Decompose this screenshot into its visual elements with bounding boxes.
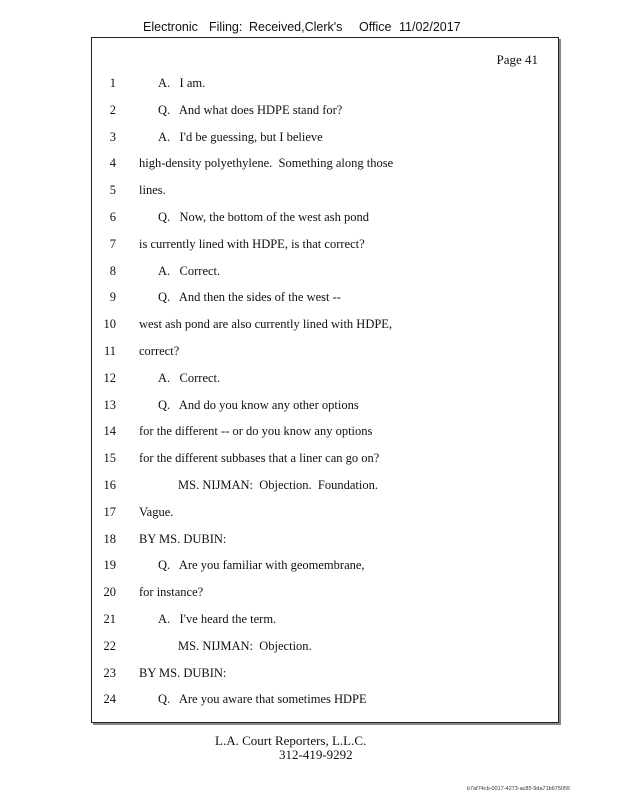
line-number: 9	[109, 290, 116, 305]
line-number: 17	[103, 504, 116, 519]
line-text: A. I'd be guessing, but I believe	[158, 129, 323, 144]
line-text: Q. Now, the bottom of the west ash pond	[158, 210, 369, 224]
line-number: 13	[103, 397, 116, 412]
transcript-line	[92, 532, 558, 550]
transcript-line	[92, 424, 558, 442]
line-text: MS. NIJMAN: Objection.	[178, 638, 312, 653]
line-number: 16	[103, 478, 116, 492]
line-text: for the different -- or do you know any options	[139, 424, 373, 439]
line-text: A. I've heard the term.	[158, 612, 277, 626]
line-number: 20	[103, 585, 116, 600]
line-number: 24	[103, 692, 116, 707]
line-number: 19	[103, 558, 116, 573]
transcript-line	[92, 505, 558, 523]
transcript-line	[92, 478, 558, 496]
transcript-line	[92, 398, 558, 416]
page-number: Page 41	[496, 52, 538, 67]
line-number: 12	[103, 370, 116, 385]
transcript-line	[92, 639, 558, 657]
line-number: 5	[109, 183, 116, 198]
filing-header-electronic: Electronic	[143, 20, 198, 34]
line-number: 8	[109, 263, 116, 278]
line-number: 22	[103, 638, 116, 653]
line-text: BY MS. DUBIN:	[139, 531, 227, 546]
line-text: Vague.	[139, 504, 174, 519]
line-text: for instance?	[139, 585, 204, 600]
transcript-line	[92, 585, 558, 603]
line-number: 4	[109, 156, 116, 171]
line-number: 18	[103, 531, 116, 546]
transcript-line	[92, 290, 558, 308]
line-number: 6	[109, 210, 116, 224]
line-number: 23	[103, 665, 116, 680]
footer-company: L.A. Court Reporters, L.L.C.	[215, 733, 367, 748]
transcript-line	[92, 264, 558, 282]
transcript-line	[92, 612, 558, 630]
line-text: west ash pond are also currently lined with HDPE,	[139, 317, 393, 332]
transcript-line	[92, 156, 558, 174]
transcript-line	[92, 183, 558, 201]
line-number: 2	[109, 102, 116, 117]
line-number: 7	[109, 236, 116, 251]
filing-header-date: 11/02/2017	[399, 20, 461, 34]
line-text: high-density polyethylene. Something along those	[139, 156, 394, 171]
line-number: 11	[103, 344, 116, 358]
line-text: A. Correct.	[158, 263, 221, 278]
line-text: Q. Are you aware that sometimes HDPE	[158, 692, 367, 707]
line-text: A. Correct.	[158, 370, 221, 385]
line-text: is currently lined with HDPE, is that correct?	[139, 236, 365, 251]
transcript-line	[92, 210, 558, 228]
transcript-line	[92, 371, 558, 389]
line-number: 3	[109, 129, 116, 144]
line-number: 21	[103, 612, 116, 626]
transcript-line	[92, 666, 558, 684]
transcript-line	[92, 692, 558, 710]
line-number: 1	[109, 76, 116, 90]
transcript-line	[92, 76, 558, 94]
transcript-line	[92, 237, 558, 255]
filing-header-filing: Filing:	[209, 20, 243, 34]
transcript-line	[92, 344, 558, 362]
line-text: lines.	[139, 183, 166, 198]
line-text: A. I am.	[158, 76, 206, 90]
line-number: 15	[103, 451, 116, 466]
transcript-page	[91, 37, 559, 723]
transcript-line	[92, 451, 558, 469]
transcript-line	[92, 317, 558, 335]
line-text: Q. Are you familiar with geomembrane,	[158, 558, 365, 573]
transcript-line	[92, 130, 558, 148]
line-text: MS. NIJMAN: Objection. Foundation.	[178, 478, 378, 492]
line-text: Q. And do you know any other options	[158, 397, 359, 412]
footer-phone: 312-419-9292	[279, 747, 353, 762]
line-text: Q. And then the sides of the west --	[158, 290, 341, 305]
document-hash: b7af74cb-0017-4273-ac85-9da71b675055	[467, 786, 571, 792]
filing-header-received: Received,Clerk's	[249, 20, 343, 34]
transcript-line	[92, 103, 558, 121]
line-number: 10	[103, 317, 116, 332]
line-number: 14	[103, 424, 116, 439]
filing-header-office: Office	[359, 20, 392, 34]
transcript-line	[92, 558, 558, 576]
line-text: Q. And what does HDPE stand for?	[158, 102, 343, 117]
line-text: BY MS. DUBIN:	[139, 665, 227, 680]
line-text: correct?	[139, 344, 180, 358]
line-text: for the different subbases that a liner can go on?	[139, 451, 380, 466]
